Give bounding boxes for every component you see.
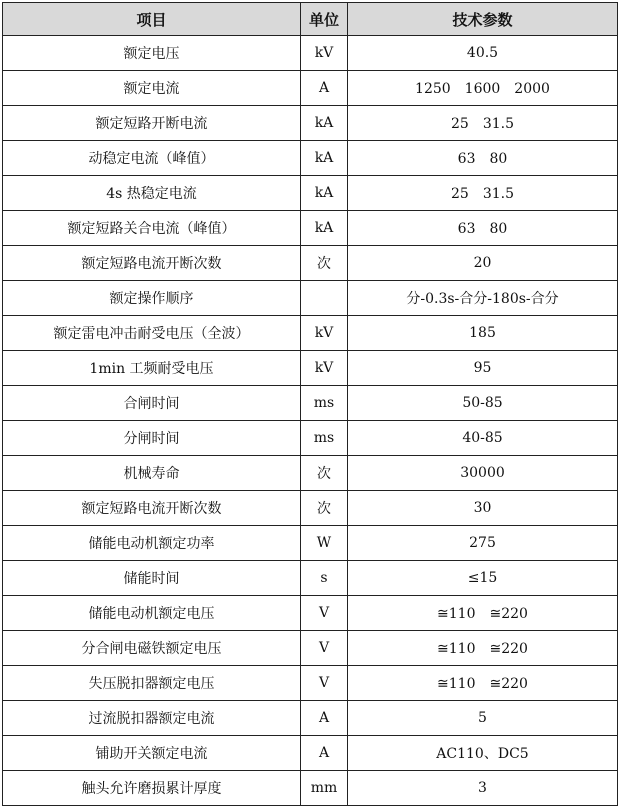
row-value: 5 [348, 701, 618, 736]
row-value: ≅110 ≅220 [348, 666, 618, 701]
row-item: 过流脱扣器额定电流 [3, 701, 301, 736]
row-item: 额定操作顺序 [3, 281, 301, 316]
row-value: 95 [348, 351, 618, 386]
row-value: 63 80 [348, 211, 618, 246]
row-unit: kV [301, 316, 348, 351]
row-unit: kV [301, 351, 348, 386]
row-unit: mm [301, 771, 348, 806]
table-row [3, 666, 618, 701]
row-unit: A [301, 71, 348, 106]
row-value: 20 [348, 246, 618, 281]
header-item: 项目 [3, 3, 301, 36]
row-unit: V [301, 631, 348, 666]
row-value: 25 31.5 [348, 106, 618, 141]
row-unit: 次 [301, 456, 348, 491]
row-unit: kA [301, 176, 348, 211]
row-value: 分-0.3s-合分-180s-合分 [348, 281, 618, 316]
row-item: 铺助开关额定电流 [3, 736, 301, 771]
table-row [3, 736, 618, 771]
row-item: 分闸时间 [3, 421, 301, 456]
row-value: ≅110 ≅220 [348, 596, 618, 631]
table-row [3, 771, 618, 806]
table-row [3, 176, 618, 211]
table-row [3, 526, 618, 561]
table-row [3, 701, 618, 736]
row-value: 30 [348, 491, 618, 526]
table-row [3, 491, 618, 526]
row-value: 63 80 [348, 141, 618, 176]
row-value: 50-85 [348, 386, 618, 421]
row-unit: V [301, 666, 348, 701]
row-value: 275 [348, 526, 618, 561]
row-unit: kA [301, 106, 348, 141]
row-item: 额定电压 [3, 36, 301, 71]
table-row [3, 351, 618, 386]
table-row [3, 386, 618, 421]
header-param: 技术参数 [348, 3, 618, 36]
row-unit: A [301, 701, 348, 736]
table-row [3, 631, 618, 666]
row-item: 储能电动机额定电压 [3, 596, 301, 631]
header-unit: 单位 [301, 3, 348, 36]
row-unit: A [301, 736, 348, 771]
row-item: 额定短路电流开断次数 [3, 246, 301, 281]
row-value: 40-85 [348, 421, 618, 456]
table-header-row [3, 3, 618, 36]
row-unit: W [301, 526, 348, 561]
table-row [3, 281, 618, 316]
row-item: 额定电流 [3, 71, 301, 106]
row-unit: V [301, 596, 348, 631]
table-row [3, 421, 618, 456]
row-value: 3 [348, 771, 618, 806]
row-item: 储能电动机额定功率 [3, 526, 301, 561]
row-item: 分合闸电磁铁额定电压 [3, 631, 301, 666]
table-row [3, 596, 618, 631]
row-item: 额定雷电冲击耐受电压（全波） [3, 316, 301, 351]
row-value: 185 [348, 316, 618, 351]
row-unit: kA [301, 211, 348, 246]
row-value: ≤15 [348, 561, 618, 596]
row-item: 4s 热稳定电流 [3, 176, 301, 211]
row-unit: 次 [301, 491, 348, 526]
table-row [3, 211, 618, 246]
row-item: 动稳定电流（峰值） [3, 141, 301, 176]
row-unit: kA [301, 141, 348, 176]
table-row [3, 456, 618, 491]
row-value: 1250 1600 2000 [348, 71, 618, 106]
row-item: 额定短路关合电流（峰值） [3, 211, 301, 246]
row-unit: ms [301, 421, 348, 456]
row-unit: ms [301, 386, 348, 421]
table-row [3, 141, 618, 176]
row-item: 储能时间 [3, 561, 301, 596]
row-value: 30000 [348, 456, 618, 491]
table-row [3, 106, 618, 141]
table-row [3, 36, 618, 71]
row-item: 合闸时间 [3, 386, 301, 421]
table-row [3, 246, 618, 281]
row-value: AC110、DC5 [348, 736, 618, 771]
row-item: 机械寿命 [3, 456, 301, 491]
row-item: 失压脱扣器额定电压 [3, 666, 301, 701]
row-unit [301, 281, 348, 316]
spec-table [2, 2, 618, 806]
row-value: 40.5 [348, 36, 618, 71]
row-item: 1min 工频耐受电压 [3, 351, 301, 386]
row-value: 25 31.5 [348, 176, 618, 211]
table-row [3, 561, 618, 596]
row-item: 额定短路开断电流 [3, 106, 301, 141]
row-unit: s [301, 561, 348, 596]
row-value: ≅110 ≅220 [348, 631, 618, 666]
row-unit: kV [301, 36, 348, 71]
table-row [3, 71, 618, 106]
row-item: 触头允许磨损累计厚度 [3, 771, 301, 806]
row-item: 额定短路电流开断次数 [3, 491, 301, 526]
table-row [3, 316, 618, 351]
row-unit: 次 [301, 246, 348, 281]
